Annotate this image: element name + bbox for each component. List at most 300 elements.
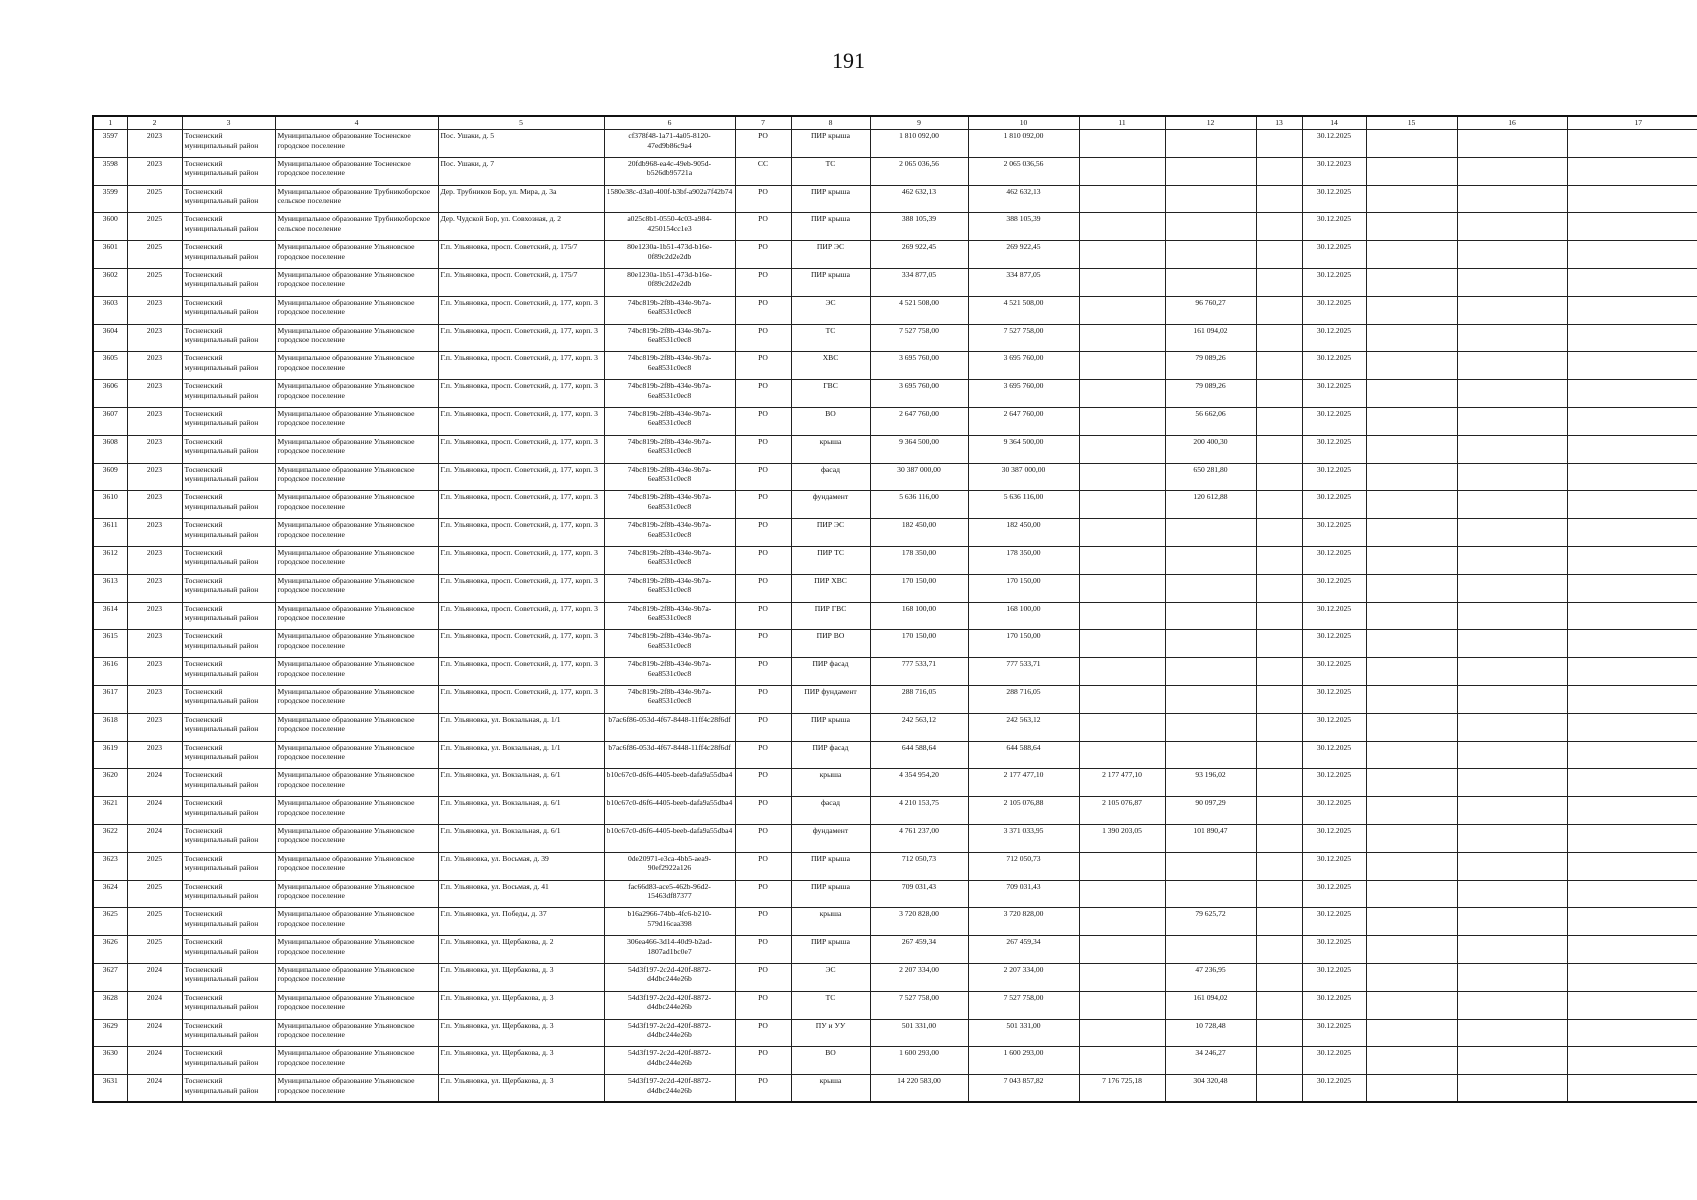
cell-col-10: 644 588,64: [968, 741, 1079, 769]
cell-col-4: Муниципальное образование Трубникоборское сельское поселение: [275, 213, 438, 241]
cell-col-5: Г.п. Ульяновка, просп. Советский, д. 177, корп. 3: [438, 352, 604, 380]
cell-col-4: Муниципальное образование Ульяновское городское поселение: [275, 658, 438, 686]
cell-col-4: Муниципальное образование Ульяновское городское поселение: [275, 797, 438, 825]
cell-col-2: 2025: [127, 185, 182, 213]
cell-col-11: [1079, 407, 1165, 435]
cell-col-2: 2024: [127, 1019, 182, 1047]
cell-col-15: [1366, 658, 1457, 686]
column-header-8: 8: [791, 116, 870, 130]
cell-col-8: ПИР ТС: [791, 546, 870, 574]
cell-col-8: крыша: [791, 1075, 870, 1103]
cell-col-11: [1079, 157, 1165, 185]
cell-col-5: Пос. Ушаки, д. 7: [438, 157, 604, 185]
cell-col-15: [1366, 685, 1457, 713]
cell-col-2: 2023: [127, 630, 182, 658]
table-row: [93, 380, 1697, 408]
cell-col-17: [1567, 296, 1697, 324]
table-row: [93, 352, 1697, 380]
cell-col-6: b16a2966-74bb-4fc6-b210-579d16caa398: [604, 908, 735, 936]
cell-col-10: 269 922,45: [968, 241, 1079, 269]
cell-col-16: [1457, 380, 1567, 408]
cell-col-5: Г.п. Ульяновка, просп. Советский, д. 177, корп. 3: [438, 491, 604, 519]
cell-col-13: [1256, 407, 1302, 435]
cell-col-17: [1567, 741, 1697, 769]
cell-col-7: РО: [735, 908, 791, 936]
table-row: [93, 574, 1697, 602]
cell-col-11: [1079, 630, 1165, 658]
cell-col-15: [1366, 574, 1457, 602]
cell-col-7: РО: [735, 797, 791, 825]
cell-col-9: 644 588,64: [870, 741, 968, 769]
cell-col-2: 2023: [127, 407, 182, 435]
cell-col-1: 3625: [93, 908, 127, 936]
cell-col-7: РО: [735, 352, 791, 380]
cell-col-5: Г.п. Ульяновка, ул. Щербакова, д. 3: [438, 963, 604, 991]
table-row: [93, 185, 1697, 213]
column-header-3: 3: [182, 116, 275, 130]
cell-col-5: Г.п. Ульяновка, ул. Щербакова, д. 3: [438, 1075, 604, 1103]
cell-col-5: Г.п. Ульяновка, ул. Вокзальная, д. 6/1: [438, 824, 604, 852]
cell-col-7: РО: [735, 880, 791, 908]
cell-col-8: ПИР ЭС: [791, 519, 870, 547]
cell-col-6: 74bc819b-2f8b-434e-9b7a-6ea8531c0ec8: [604, 435, 735, 463]
cell-col-7: РО: [735, 741, 791, 769]
cell-col-6: 1580e38c-d3a0-400f-b3bf-a902a7f42b74: [604, 185, 735, 213]
cell-col-14: 30.12.2025: [1302, 491, 1366, 519]
cell-col-13: [1256, 574, 1302, 602]
cell-col-14: 30.12.2025: [1302, 685, 1366, 713]
cell-col-4: Муниципальное образование Ульяновское городское поселение: [275, 407, 438, 435]
cell-col-13: [1256, 380, 1302, 408]
cell-col-8: ПИР фасад: [791, 658, 870, 686]
cell-col-13: [1256, 213, 1302, 241]
cell-col-3: Тосненский муниципальный район: [182, 908, 275, 936]
cell-col-13: [1256, 185, 1302, 213]
cell-col-9: 14 220 583,00: [870, 1075, 968, 1103]
cell-col-15: [1366, 824, 1457, 852]
cell-col-6: 74bc819b-2f8b-434e-9b7a-6ea8531c0ec8: [604, 546, 735, 574]
cell-col-14: 30.12.2025: [1302, 213, 1366, 241]
cell-col-3: Тосненский муниципальный район: [182, 130, 275, 158]
cell-col-16: [1457, 1019, 1567, 1047]
table-row: [93, 324, 1697, 352]
cell-col-15: [1366, 130, 1457, 158]
cell-col-12: [1165, 157, 1256, 185]
cell-col-16: [1457, 852, 1567, 880]
cell-col-5: Г.п. Ульяновка, просп. Советский, д. 177, корп. 3: [438, 546, 604, 574]
cell-col-10: 2 105 076,88: [968, 797, 1079, 825]
cell-col-1: 3613: [93, 574, 127, 602]
cell-col-17: [1567, 491, 1697, 519]
cell-col-7: РО: [735, 463, 791, 491]
cell-col-2: 2023: [127, 519, 182, 547]
cell-col-8: ТС: [791, 324, 870, 352]
cell-col-9: 777 533,71: [870, 658, 968, 686]
cell-col-13: [1256, 241, 1302, 269]
cell-col-2: 2025: [127, 880, 182, 908]
cell-col-15: [1366, 296, 1457, 324]
cell-col-12: [1165, 268, 1256, 296]
cell-col-7: РО: [735, 268, 791, 296]
cell-col-1: 3602: [93, 268, 127, 296]
cell-col-2: 2023: [127, 324, 182, 352]
cell-col-17: [1567, 185, 1697, 213]
cell-col-15: [1366, 352, 1457, 380]
cell-col-9: 7 527 758,00: [870, 324, 968, 352]
cell-col-8: ПИР крыша: [791, 185, 870, 213]
cell-col-11: 7 176 725,18: [1079, 1075, 1165, 1103]
cell-col-5: Г.п. Ульяновка, ул. Восьмая, д. 41: [438, 880, 604, 908]
cell-col-13: [1256, 880, 1302, 908]
cell-col-5: Г.п. Ульяновка, ул. Щербакова, д. 2: [438, 936, 604, 964]
cell-col-12: 90 097,29: [1165, 797, 1256, 825]
cell-col-11: [1079, 852, 1165, 880]
cell-col-8: ПИР ХВС: [791, 574, 870, 602]
cell-col-8: крыша: [791, 435, 870, 463]
cell-col-13: [1256, 936, 1302, 964]
cell-col-5: Г.п. Ульяновка, ул. Вокзальная, д. 6/1: [438, 797, 604, 825]
cell-col-16: [1457, 991, 1567, 1019]
cell-col-4: Муниципальное образование Ульяновское городское поселение: [275, 852, 438, 880]
cell-col-3: Тосненский муниципальный район: [182, 213, 275, 241]
cell-col-12: [1165, 936, 1256, 964]
cell-col-15: [1366, 908, 1457, 936]
cell-col-11: [1079, 352, 1165, 380]
cell-col-11: 2 177 477,10: [1079, 769, 1165, 797]
cell-col-10: 501 331,00: [968, 1019, 1079, 1047]
cell-col-5: Г.п. Ульяновка, просп. Советский, д. 177, корп. 3: [438, 296, 604, 324]
cell-col-8: ВО: [791, 407, 870, 435]
cell-col-7: РО: [735, 824, 791, 852]
cell-col-10: 1 600 293,00: [968, 1047, 1079, 1075]
cell-col-9: 5 636 116,00: [870, 491, 968, 519]
cell-col-9: 178 350,00: [870, 546, 968, 574]
cell-col-10: 334 877,05: [968, 268, 1079, 296]
cell-col-14: 30.12.2025: [1302, 713, 1366, 741]
cell-col-3: Тосненский муниципальный район: [182, 519, 275, 547]
cell-col-9: 242 563,12: [870, 713, 968, 741]
cell-col-16: [1457, 519, 1567, 547]
cell-col-8: ПИР крыша: [791, 130, 870, 158]
cell-col-4: Муниципальное образование Ульяновское городское поселение: [275, 380, 438, 408]
table-row: [93, 852, 1697, 880]
cell-col-15: [1366, 1075, 1457, 1103]
cell-col-14: 30.12.2025: [1302, 991, 1366, 1019]
cell-col-4: Муниципальное образование Ульяновское городское поселение: [275, 824, 438, 852]
cell-col-6: 74bc819b-2f8b-434e-9b7a-6ea8531c0ec8: [604, 463, 735, 491]
cell-col-17: [1567, 797, 1697, 825]
cell-col-8: ЭС: [791, 296, 870, 324]
cell-col-5: Г.п. Ульяновка, просп. Советский, д. 177, корп. 3: [438, 685, 604, 713]
cell-col-1: 3623: [93, 852, 127, 880]
cell-col-4: Муниципальное образование Ульяновское городское поселение: [275, 685, 438, 713]
cell-col-12: [1165, 880, 1256, 908]
cell-col-7: РО: [735, 852, 791, 880]
cell-col-12: 56 662,06: [1165, 407, 1256, 435]
cell-col-11: [1079, 268, 1165, 296]
cell-col-17: [1567, 824, 1697, 852]
cell-col-17: [1567, 407, 1697, 435]
cell-col-16: [1457, 407, 1567, 435]
cell-col-14: 30.12.2025: [1302, 546, 1366, 574]
cell-col-13: [1256, 1047, 1302, 1075]
cell-col-14: 30.12.2025: [1302, 1075, 1366, 1103]
cell-col-6: 80e1230a-1b51-473d-b16e-0f89c2d2e2db: [604, 241, 735, 269]
cell-col-6: 74bc819b-2f8b-434e-9b7a-6ea8531c0ec8: [604, 407, 735, 435]
cell-col-8: ПИР ГВС: [791, 602, 870, 630]
register-table: [92, 115, 1697, 1103]
cell-col-3: Тосненский муниципальный район: [182, 1019, 275, 1047]
cell-col-4: Муниципальное образование Ульяновское городское поселение: [275, 241, 438, 269]
cell-col-6: 74bc819b-2f8b-434e-9b7a-6ea8531c0ec8: [604, 574, 735, 602]
cell-col-1: 3597: [93, 130, 127, 158]
cell-col-14: 30.12.2025: [1302, 352, 1366, 380]
cell-col-6: 74bc819b-2f8b-434e-9b7a-6ea8531c0ec8: [604, 352, 735, 380]
cell-col-5: Пос. Ушаки, д. 5: [438, 130, 604, 158]
cell-col-4: Муниципальное образование Ульяновское городское поселение: [275, 1075, 438, 1103]
cell-col-8: ПИР фасад: [791, 741, 870, 769]
cell-col-10: 7 043 857,82: [968, 1075, 1079, 1103]
cell-col-9: 462 632,13: [870, 185, 968, 213]
cell-col-2: 2023: [127, 157, 182, 185]
cell-col-12: [1165, 630, 1256, 658]
cell-col-16: [1457, 602, 1567, 630]
cell-col-6: 74bc819b-2f8b-434e-9b7a-6ea8531c0ec8: [604, 380, 735, 408]
table-row: [93, 713, 1697, 741]
cell-col-5: Г.п. Ульяновка, просп. Советский, д. 177, корп. 3: [438, 574, 604, 602]
table-row: [93, 213, 1697, 241]
cell-col-3: Тосненский муниципальный район: [182, 936, 275, 964]
cell-col-11: 1 390 203,05: [1079, 824, 1165, 852]
cell-col-7: РО: [735, 713, 791, 741]
cell-col-8: ПИР ВО: [791, 630, 870, 658]
cell-col-12: [1165, 546, 1256, 574]
column-header-17: 17: [1567, 116, 1697, 130]
cell-col-12: [1165, 685, 1256, 713]
cell-col-8: ПИР фундамент: [791, 685, 870, 713]
cell-col-6: 54d3f197-2c2d-420f-8872-d4dbc244e26b: [604, 1075, 735, 1103]
cell-col-9: 501 331,00: [870, 1019, 968, 1047]
cell-col-16: [1457, 491, 1567, 519]
column-header-11: 11: [1079, 116, 1165, 130]
cell-col-8: ПИР ЭС: [791, 241, 870, 269]
cell-col-8: ТС: [791, 991, 870, 1019]
cell-col-4: Муниципальное образование Ульяновское городское поселение: [275, 880, 438, 908]
cell-col-7: РО: [735, 991, 791, 1019]
table-row: [93, 268, 1697, 296]
cell-col-11: [1079, 546, 1165, 574]
cell-col-5: Г.п. Ульяновка, ул. Вокзальная, д. 6/1: [438, 769, 604, 797]
cell-col-12: 161 094,02: [1165, 324, 1256, 352]
cell-col-4: Муниципальное образование Ульяновское городское поселение: [275, 574, 438, 602]
cell-col-17: [1567, 546, 1697, 574]
cell-col-4: Муниципальное образование Ульяновское городское поселение: [275, 546, 438, 574]
cell-col-15: [1366, 380, 1457, 408]
cell-col-10: 170 150,00: [968, 630, 1079, 658]
table-row: [93, 491, 1697, 519]
cell-col-17: [1567, 685, 1697, 713]
cell-col-4: Муниципальное образование Тосненское городское поселение: [275, 130, 438, 158]
cell-col-1: 3603: [93, 296, 127, 324]
cell-col-17: [1567, 1019, 1697, 1047]
cell-col-10: 3 695 760,00: [968, 380, 1079, 408]
cell-col-17: [1567, 1075, 1697, 1103]
cell-col-6: 74bc819b-2f8b-434e-9b7a-6ea8531c0ec8: [604, 685, 735, 713]
column-header-13: 13: [1256, 116, 1302, 130]
table-body: [93, 130, 1697, 1103]
cell-col-14: 30.12.2025: [1302, 435, 1366, 463]
cell-col-1: 3601: [93, 241, 127, 269]
cell-col-11: [1079, 463, 1165, 491]
cell-col-1: 3605: [93, 352, 127, 380]
cell-col-10: 2 207 334,00: [968, 963, 1079, 991]
cell-col-7: РО: [735, 963, 791, 991]
table-row: [93, 463, 1697, 491]
cell-col-2: 2025: [127, 241, 182, 269]
table-row: [93, 630, 1697, 658]
cell-col-1: 3609: [93, 463, 127, 491]
cell-col-4: Муниципальное образование Ульяновское городское поселение: [275, 352, 438, 380]
cell-col-10: 1 810 092,00: [968, 130, 1079, 158]
cell-col-2: 2023: [127, 602, 182, 630]
cell-col-2: 2024: [127, 963, 182, 991]
cell-col-16: [1457, 157, 1567, 185]
cell-col-17: [1567, 324, 1697, 352]
cell-col-16: [1457, 1047, 1567, 1075]
cell-col-14: 30.12.2025: [1302, 380, 1366, 408]
table-row: [93, 157, 1697, 185]
column-header-6: 6: [604, 116, 735, 130]
cell-col-11: [1079, 991, 1165, 1019]
cell-col-4: Муниципальное образование Ульяновское городское поселение: [275, 602, 438, 630]
cell-col-16: [1457, 1075, 1567, 1103]
cell-col-2: 2024: [127, 1075, 182, 1103]
cell-col-13: [1256, 630, 1302, 658]
cell-col-6: 54d3f197-2c2d-420f-8872-d4dbc244e26b: [604, 1019, 735, 1047]
column-header-1: 1: [93, 116, 127, 130]
table-row: [93, 936, 1697, 964]
cell-col-16: [1457, 880, 1567, 908]
cell-col-2: 2023: [127, 574, 182, 602]
cell-col-7: РО: [735, 936, 791, 964]
cell-col-11: [1079, 241, 1165, 269]
cell-col-12: 161 094,02: [1165, 991, 1256, 1019]
table-row: [93, 741, 1697, 769]
cell-col-13: [1256, 324, 1302, 352]
cell-col-8: ЭС: [791, 963, 870, 991]
cell-col-15: [1366, 991, 1457, 1019]
cell-col-13: [1256, 435, 1302, 463]
cell-col-6: 74bc819b-2f8b-434e-9b7a-6ea8531c0ec8: [604, 630, 735, 658]
column-header-14: 14: [1302, 116, 1366, 130]
cell-col-8: ВО: [791, 1047, 870, 1075]
cell-col-10: 3 720 828,00: [968, 908, 1079, 936]
cell-col-11: [1079, 296, 1165, 324]
cell-col-16: [1457, 130, 1567, 158]
cell-col-9: 4 354 954,20: [870, 769, 968, 797]
table-row: [93, 602, 1697, 630]
cell-col-2: 2025: [127, 852, 182, 880]
cell-col-10: 3 371 033,95: [968, 824, 1079, 852]
cell-col-13: [1256, 991, 1302, 1019]
cell-col-6: cf378f48-1a71-4a05-8120-47ed9b86c9a4: [604, 130, 735, 158]
cell-col-14: 30.12.2025: [1302, 130, 1366, 158]
cell-col-4: Муниципальное образование Ульяновское городское поселение: [275, 713, 438, 741]
cell-col-10: 709 031,43: [968, 880, 1079, 908]
cell-col-1: 3622: [93, 824, 127, 852]
cell-col-11: [1079, 519, 1165, 547]
cell-col-3: Тосненский муниципальный район: [182, 1047, 275, 1075]
cell-col-13: [1256, 713, 1302, 741]
cell-col-11: [1079, 380, 1165, 408]
cell-col-10: 388 105,39: [968, 213, 1079, 241]
cell-col-6: 80e1230a-1b51-473d-b16e-0f89c2d2e2db: [604, 268, 735, 296]
cell-col-12: 120 612,88: [1165, 491, 1256, 519]
cell-col-12: [1165, 241, 1256, 269]
cell-col-7: РО: [735, 1019, 791, 1047]
cell-col-1: 3608: [93, 435, 127, 463]
cell-col-10: 182 450,00: [968, 519, 1079, 547]
cell-col-2: 2023: [127, 685, 182, 713]
cell-col-17: [1567, 435, 1697, 463]
cell-col-7: РО: [735, 602, 791, 630]
cell-col-11: [1079, 685, 1165, 713]
cell-col-9: 2 647 760,00: [870, 407, 968, 435]
cell-col-13: [1256, 546, 1302, 574]
cell-col-2: 2025: [127, 908, 182, 936]
cell-col-16: [1457, 574, 1567, 602]
cell-col-15: [1366, 963, 1457, 991]
cell-col-9: 269 922,45: [870, 241, 968, 269]
cell-col-3: Тосненский муниципальный район: [182, 407, 275, 435]
cell-col-17: [1567, 463, 1697, 491]
cell-col-13: [1256, 658, 1302, 686]
cell-col-3: Тосненский муниципальный район: [182, 880, 275, 908]
column-header-16: 16: [1457, 116, 1567, 130]
cell-col-11: [1079, 741, 1165, 769]
cell-col-1: 3631: [93, 1075, 127, 1103]
cell-col-4: Муниципальное образование Ульяновское городское поселение: [275, 463, 438, 491]
cell-col-13: [1256, 824, 1302, 852]
table-row: [93, 1075, 1697, 1103]
cell-col-5: Г.п. Ульяновка, ул. Победы, д. 37: [438, 908, 604, 936]
cell-col-1: 3629: [93, 1019, 127, 1047]
cell-col-3: Тосненский муниципальный район: [182, 241, 275, 269]
cell-col-5: Дер. Чудской Бор, ул. Совхозная, д. 2: [438, 213, 604, 241]
cell-col-13: [1256, 852, 1302, 880]
cell-col-1: 3621: [93, 797, 127, 825]
cell-col-8: ПИР крыша: [791, 852, 870, 880]
table-row: [93, 963, 1697, 991]
cell-col-8: ГВС: [791, 380, 870, 408]
cell-col-6: b7ac6f86-053d-4f67-8448-11ff4c28f6df: [604, 741, 735, 769]
cell-col-3: Тосненский муниципальный район: [182, 852, 275, 880]
cell-col-13: [1256, 130, 1302, 158]
cell-col-9: 388 105,39: [870, 213, 968, 241]
cell-col-13: [1256, 741, 1302, 769]
cell-col-2: 2024: [127, 1047, 182, 1075]
cell-col-4: Муниципальное образование Ульяновское городское поселение: [275, 1047, 438, 1075]
cell-col-12: [1165, 130, 1256, 158]
cell-col-14: 30.12.2025: [1302, 185, 1366, 213]
cell-col-6: b10c67c0-d6f6-4405-beeb-dafa9a55dba4: [604, 769, 735, 797]
cell-col-1: 3615: [93, 630, 127, 658]
cell-col-5: Г.п. Ульяновка, ул. Щербакова, д. 3: [438, 1047, 604, 1075]
cell-col-15: [1366, 852, 1457, 880]
cell-col-4: Муниципальное образование Ульяновское городское поселение: [275, 991, 438, 1019]
cell-col-1: 3624: [93, 880, 127, 908]
cell-col-17: [1567, 380, 1697, 408]
